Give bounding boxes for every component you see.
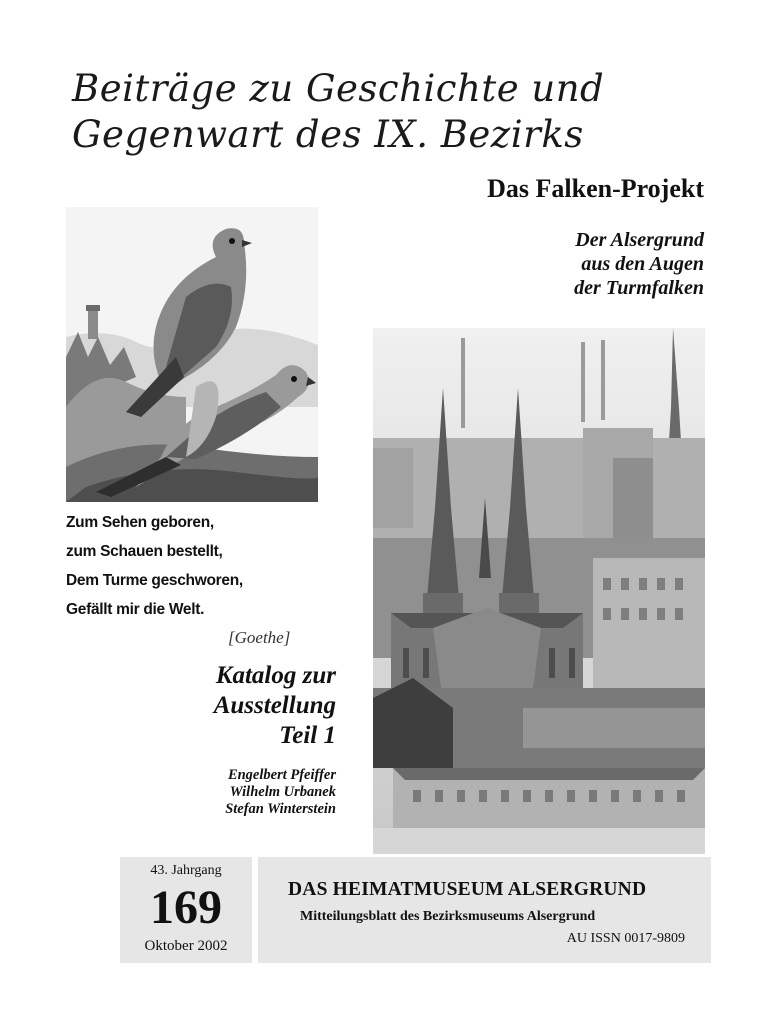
issue-date: Oktober 2002 [144,938,228,954]
kestrel-illustration-drawing [66,207,318,502]
issue-number: 169 [150,881,222,934]
issue-year: 43. Jahrgang [150,863,222,878]
catalog-title [214,661,336,751]
poem-line-1: Zum Sehen geboren, [66,514,214,531]
subtitle-line-1: Der Alsergrund [575,229,704,251]
series-title [72,66,632,158]
catalog-title-line-2: Ausstellung [213,692,336,719]
poem-line-3: Dem Turme geschworen, [66,572,243,589]
poem-author: [Goethe] [228,628,291,647]
poem-line-2: zum Schauen bestellt, [66,543,223,560]
publication-issn: AU ISSN 0017-9809 [566,931,685,946]
subtitle [574,228,704,300]
author-name: Engelbert Pfeiffer [227,767,336,783]
series-title-line-2: Gegenwart des IX. Bezirks [72,113,584,156]
series-title-line-1: Beiträge zu Geschichte und [72,67,605,110]
author-name: Wilhelm Urbanek [229,784,336,800]
poem-line-4: Gefällt mir die Welt. [66,601,205,618]
subtitle-line-2: aus den Augen [581,253,704,275]
poem [66,508,243,624]
author-name: Stefan Winterstein [225,801,336,817]
authors [225,767,336,818]
main-title: Das Falken-Projekt [487,174,704,203]
subtitle-line-3: der Turmfalken [574,277,704,299]
publication-subtitle: Mitteilungsblatt des Bezirksmuseums Alsergrund [300,909,596,924]
city-photo-drawing [373,328,705,854]
kestrel-illustration [66,207,318,502]
issue-box [120,857,252,963]
publication-box [258,857,711,963]
publication-name: DAS HEIMATMUSEUM ALSERGRUND [288,879,647,900]
catalog-title-line-1: Katalog zur [215,662,336,689]
city-photo [373,328,705,854]
catalog-title-line-3: Teil 1 [279,722,336,749]
